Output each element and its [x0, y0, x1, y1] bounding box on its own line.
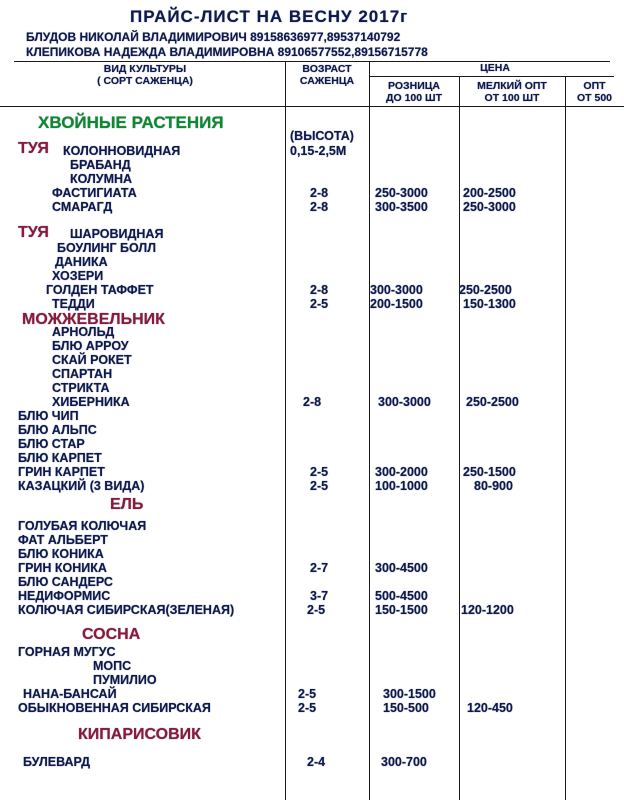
table-row-name: НАНА-БАНСАЙ [23, 687, 117, 701]
table-cell-retail: 300-2000 [375, 465, 428, 479]
table-row-name: ХИБЕРНИКА [52, 395, 130, 409]
table-cell-small-wholesale: 120-450 [467, 701, 513, 715]
table-cell-retail: 250-3000 [375, 186, 428, 200]
table-row-name: СТРИКТА [52, 381, 110, 395]
table-row-name: БЛЮ АРРОУ [52, 339, 129, 353]
table-cell-small-wholesale: 250-2500 [466, 395, 519, 409]
header-age-sub: САЖЕНЦА [299, 75, 355, 87]
table-row-name: БУЛЕВАРД [23, 755, 90, 769]
section-pine: СОСНА [82, 626, 141, 643]
table-cell-age: 2-5 [310, 297, 329, 311]
price-header-divider [369, 76, 614, 77]
table-cell-small-wholesale: 250-1500 [463, 465, 516, 479]
table-row-name: БОУЛИНГ БОЛЛ [57, 241, 156, 255]
table-row-name: АРНОЛЬД [52, 325, 115, 339]
section-thuja-globular: ТУЯ [18, 224, 49, 241]
header-price: ЦЕНА [480, 62, 510, 74]
table-cell-age: 2-5 [298, 687, 317, 701]
table-row-name: ОБЫКНОВЕННАЯ СИБИРСКАЯ [18, 701, 211, 715]
table-cell-small-wholesale: 250-2500 [459, 283, 512, 297]
table-cell-small-wholesale: 80-900 [474, 479, 513, 493]
table-cell-retail: 300-4500 [375, 561, 428, 575]
table-cell-small-wholesale: 250-3000 [463, 200, 516, 214]
table-row-name: ФАСТИГИАТА [52, 186, 137, 200]
table-cell-age: 2-5 [310, 479, 329, 493]
table-cell-age: 2-8 [310, 283, 329, 297]
table-row-name: ГРИН КАРПЕТ [18, 465, 105, 479]
table-row-name: ФАТ АЛЬБЕРТ [18, 533, 108, 547]
header-wholesale-sub: ОТ 500 [576, 92, 613, 104]
table-cell-age: 2-8 [310, 186, 329, 200]
table-cell-small-wholesale: 200-2500 [463, 186, 516, 200]
height-note: (ВЫСОТА) [290, 129, 354, 143]
table-row-name: СПАРТАН [52, 367, 113, 381]
height-note-value: 0,15-2,5М [290, 144, 347, 158]
table-row-name: КАЗАЦКИЙ (3 ВИДА) [18, 479, 145, 493]
table-row-name: КОЛУМНА [70, 172, 133, 186]
column-divider [369, 61, 370, 800]
header-small-wholesale: МЕЛКИЙ ОПТ [477, 80, 547, 92]
table-row-name: ГОЛДЕН ТАФФЕТ [46, 283, 154, 297]
contact-line: КЛЕПИКОВА НАДЕЖДА ВЛАДИМИРОВНА 89106577552,89156715778 [26, 45, 428, 59]
header-culture: ВИД КУЛЬТУРЫ [103, 63, 187, 75]
section-spruce: ЕЛЬ [110, 496, 144, 513]
section-conifers: ХВОЙНЫЕ РАСТЕНИЯ [38, 113, 224, 132]
table-row-name: ГОРНАЯ МУГУС [18, 645, 116, 659]
section-juniper: МОЖЖЕВЕЛЬНИК [22, 311, 165, 328]
table-row-name: ГРИН КОНИКА [18, 561, 107, 575]
column-divider [565, 77, 566, 800]
table-cell-retail: 150-500 [383, 701, 429, 715]
table-cell-retail: 500-4500 [375, 589, 428, 603]
contact-line: БЛУДОВ НИКОЛАЙ ВЛАДИМИРОВИЧ 89158636977,89537140792 [26, 30, 401, 44]
table-cell-small-wholesale: 120-1200 [461, 603, 514, 617]
table-row-name: НЕДИФОРМИС [18, 589, 111, 603]
header-retail: РОЗНИЦА [388, 80, 440, 92]
header-age: ВОЗРАСТ [302, 63, 352, 75]
table-cell-age: 3-7 [310, 589, 329, 603]
table-cell-retail: 300-3000 [378, 395, 431, 409]
table-cell-age: 2-4 [307, 755, 326, 769]
section-thuja-columnar: ТУЯ [18, 140, 49, 157]
table-cell-retail: 200-1500 [370, 297, 423, 311]
table-cell-small-wholesale: 150-1300 [463, 297, 516, 311]
table-row-name: ДАНИКА [55, 255, 108, 269]
table-row-name: ГОЛУБАЯ КОЛЮЧАЯ [18, 519, 147, 533]
table-cell-retail: 150-1500 [375, 603, 428, 617]
table-cell-age: 2-5 [298, 701, 317, 715]
table-cell-age: 2-5 [310, 465, 329, 479]
header-bottom-border [0, 106, 624, 107]
table-row-name: БЛЮ КОНИКА [18, 547, 104, 561]
table-top-border [14, 61, 610, 62]
table-cell-retail: 300-3500 [375, 200, 428, 214]
table-row-name: СМАРАГД [52, 200, 113, 214]
table-cell-age: 2-7 [310, 561, 329, 575]
table-cell-retail: 300-1500 [383, 687, 436, 701]
header-small-wholesale-sub: ОТ 100 ШТ [484, 92, 540, 104]
table-row-name: БЛЮ САНДЕРС [18, 575, 113, 589]
table-row-name: БЛЮ КАРПЕТ [18, 451, 102, 465]
table-cell-retail: 300-3000 [370, 283, 423, 297]
header-retail-sub: ДО 100 ШТ [386, 92, 442, 104]
table-cell-retail: 300-700 [381, 755, 427, 769]
table-row-name: ХОЗЕРИ [52, 269, 104, 283]
table-row-name: ПУМИЛИО [93, 673, 157, 687]
column-divider [459, 77, 460, 800]
table-row-name: ТЕДДИ [52, 297, 95, 311]
table-row-name: БЛЮ СТАР [18, 437, 85, 451]
table-row-name: БЛЮ АЛЬПС [18, 423, 97, 437]
table-row-name: СКАЙ РОКЕТ [52, 353, 132, 367]
table-row-name: БЛЮ ЧИП [18, 409, 79, 423]
table-row-name: МОПС [93, 659, 132, 673]
table-cell-retail: 100-1000 [375, 479, 428, 493]
page-title: ПРАЙС-ЛИСТ НА ВЕСНУ 2017г [130, 7, 409, 26]
section-thuja-globular-type: ШАРОВИДНАЯ [70, 227, 164, 241]
table-row-name: КОЛЮЧАЯ СИБИРСКАЯ(ЗЕЛЕНАЯ) [18, 603, 235, 617]
table-cell-age: 2-8 [303, 395, 322, 409]
section-cypress: КИПАРИСОВИК [78, 726, 201, 743]
table-cell-age: 2-8 [310, 200, 329, 214]
section-thuja-columnar-type: КОЛОННОВИДНАЯ [63, 144, 181, 158]
table-cell-age: 2-5 [307, 603, 326, 617]
header-culture-sub: ( СОРТ САЖЕНЦА) [97, 75, 193, 87]
table-row-name: БРАБАНД [70, 158, 131, 172]
header-wholesale: ОПТ [583, 80, 606, 92]
column-divider [285, 61, 286, 800]
